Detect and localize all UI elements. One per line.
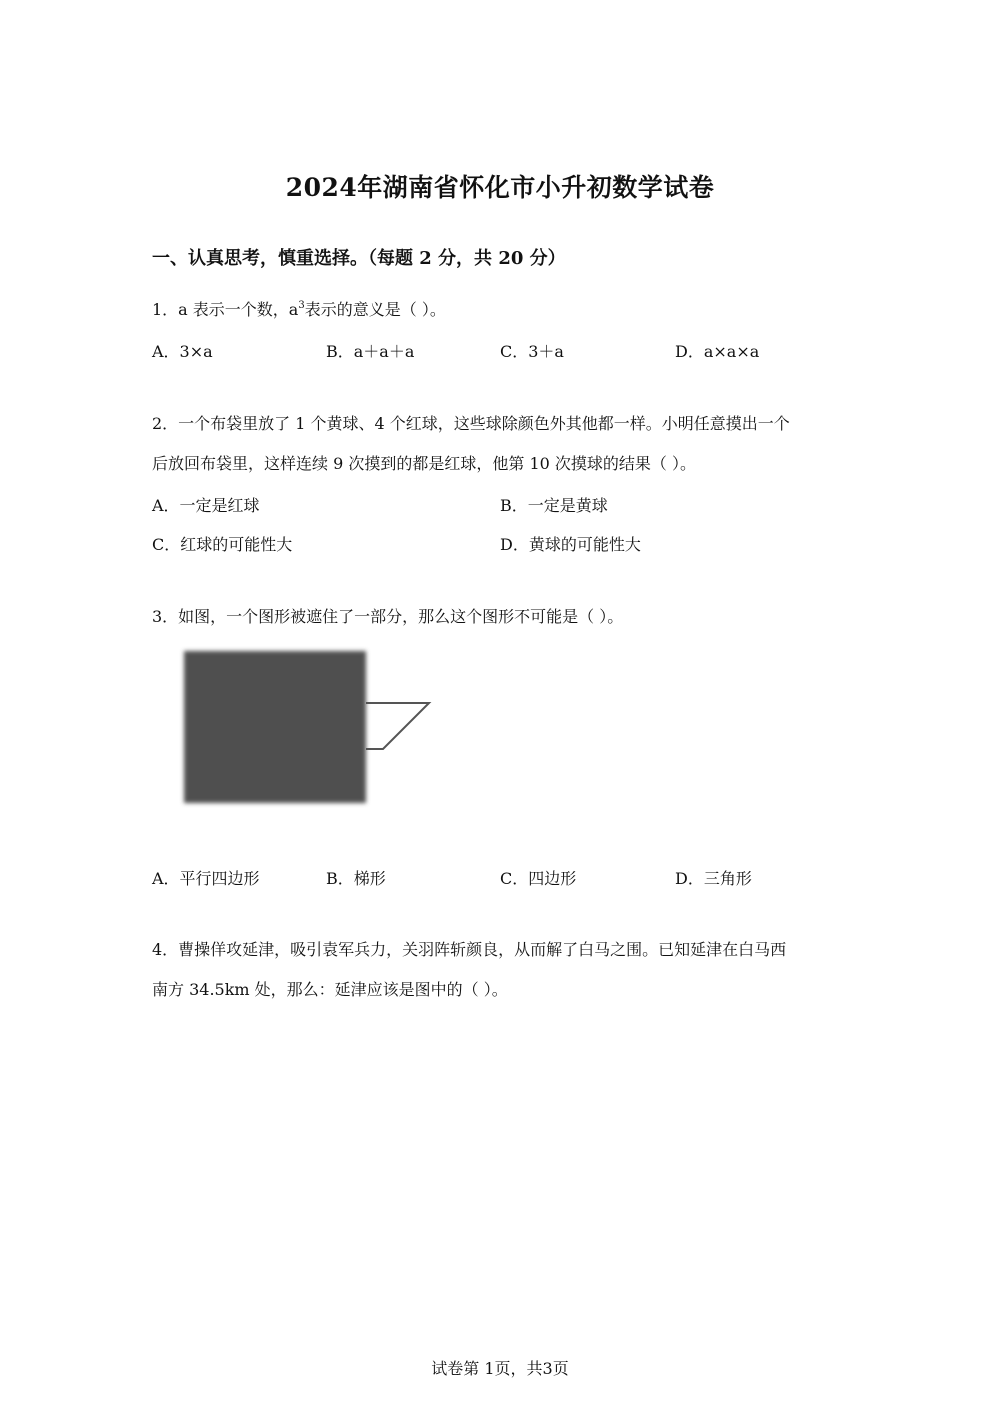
page-footer: 试卷第 1页，共3页 (431, 1359, 569, 1378)
covered-shape-figure (178, 646, 448, 816)
section-heading: 一、认真思考，慎重选择。（每题 2 分，共 20 分） (152, 248, 566, 269)
question-3-option-b: B．梯形 (326, 869, 386, 888)
question-4-line-2: 南方 34.5km 处，那么：延津应该是图中的（ ）。 (152, 980, 508, 999)
question-2-option-b: B．一定是黄球 (500, 496, 608, 515)
question-4-line-1: 4．曹操佯攻延津，吸引袁军兵力，关羽阵斩颜良，从而解了白马之围。已知延津在白马西 (152, 940, 787, 959)
page-title: 2024年湖南省怀化市小升初数学试卷 (285, 173, 715, 202)
question-1-exponent: 3 (298, 300, 305, 311)
question-1-option-b: B．a＋a＋a (326, 342, 415, 361)
question-3-stem: 3．如图，一个图形被遮住了一部分，那么这个图形不可能是（ ）。 (152, 607, 624, 626)
question-1-option-d: D．a×a×a (675, 342, 760, 361)
question-2-option-c: C．红球的可能性大 (152, 535, 293, 554)
covering-block (184, 651, 366, 803)
question-2-line-2: 后放回布袋里，这样连续 9 次摸到的都是红球，他第 10 次摸球的结果（ ）。 (152, 454, 696, 473)
question-1-stem (152, 290, 446, 330)
question-2-option-a: A．一定是红球 (152, 496, 260, 515)
question-3-option-c: C．四边形 (500, 869, 577, 888)
question-2-line-1: 2．一个布袋里放了 1 个黄球、4 个红球，这些球除颜色外其他都一样。小明任意摸出一个 (152, 414, 790, 433)
question-3-option-a: A．平行四边形 (152, 869, 260, 888)
question-1-stem-post: 表示的意义是（ ）。 (304, 300, 446, 319)
question-1-option-c: C．3＋a (500, 342, 564, 361)
question-2-option-d: D．黄球的可能性大 (500, 535, 641, 554)
visible-shape-edge (366, 703, 429, 749)
question-1-stem-pre: 1．a 表示一个数，a (152, 300, 299, 319)
question-1-option-a: A．3×a (152, 342, 213, 361)
question-3-option-d: D．三角形 (675, 869, 752, 888)
